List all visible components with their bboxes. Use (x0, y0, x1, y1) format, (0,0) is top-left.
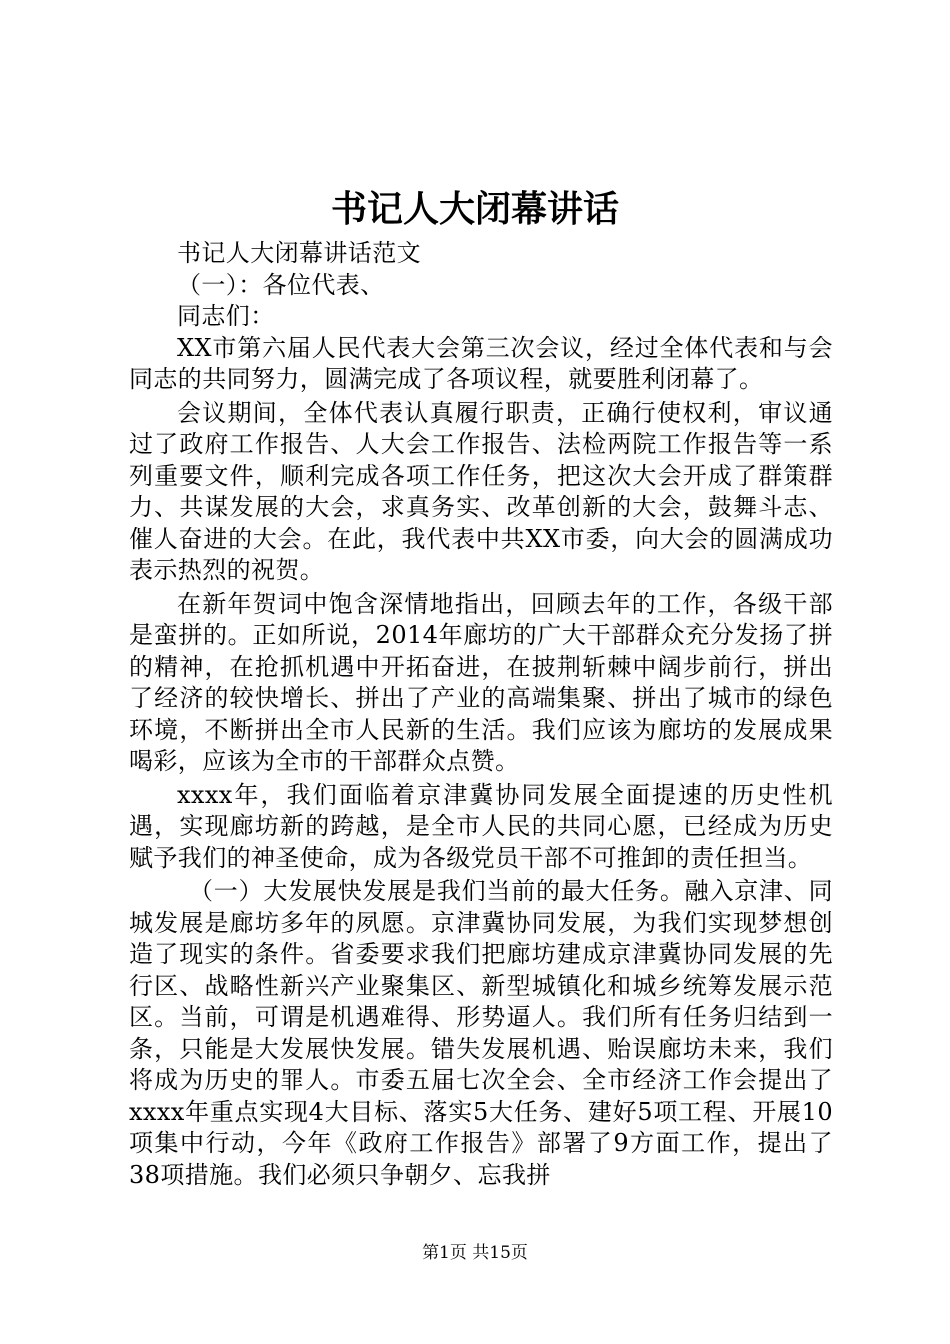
paragraph: XX市第六届人民代表大会第三次会议，经过全体代表和与会同志的共同努力，圆满完成了各项议程，就要胜利闭幕了。 (129, 333, 833, 393)
document-title: 书记人大闭幕讲话 (330, 188, 619, 230)
page-footer: 第1页 共15页 (422, 1243, 528, 1263)
paragraph: （一）大发展快发展是我们当前的最大任务。融入京津、同城发展是廊坊多年的夙愿。京津冀协同发展，为我们实现梦想创造了现实的条件。省委要求我们把廊坊建成京津冀协同发展的先行区、战略性新兴产业聚集区、新型城镇化和城乡统筹发展示范区。当前，可谓是机遇难得、形势逼人。我们所有任务归结到一条，只能是大发展快发展。错失发展机遇、贻误廊坊未来，我们将成为历史的罪人。市委五届七次全会、全市经济工作会提出了xxxx年重点实现4大目标、落实5大任务、建好5项工程、开展10项集中行动，今年《政府工作报告》部署了9方面工作，提出了38项措施。我们必须只争朝夕、忘我拼 (129, 877, 833, 1189)
paragraph: 在新年贺词中饱含深情地指出，回顾去年的工作，各级干部是蛮拼的。正如所说，2014年廊坊的广大干部群众充分发扬了拼的精神，在抢抓机遇中开拓奋进，在披荆斩棘中阔步前行，拼出了经济的较快增长、拼出了产业的高端集聚、拼出了城市的绿色环境，不断拼出全市人民新的生活。我们应该为廊坊的发展成果喝彩，应该为全市的干部群众点赞。 (129, 589, 833, 775)
document-body (129, 238, 833, 1191)
paragraph: xxxx年，我们面临着京津冀协同发展全面提速的历史性机遇，实现廊坊新的跨越，是全市人民的共同心愿，已经成为历史赋予我们的神圣使命，成为各级党员干部不可推卸的责任担当。 (129, 780, 833, 872)
paragraph: 同志们： (177, 302, 275, 330)
paragraph: 会议期间，全体代表认真履行职责，正确行使权利，审议通过了政府工作报告、人大会工作报告、法检两院工作报告等一系列重要文件，顺利完成各项工作任务，把这次大会开成了群策群力、共谋发展的大会，求真务实、改革创新的大会，鼓舞斗志、催人奋进的大会。在此，我代表中共XX市委，向大会的圆满成功表示热烈的祝贺。 (129, 398, 833, 584)
paragraph: 书记人大闭幕讲话范文 (177, 239, 421, 267)
paragraph: （一）：各位代表、 (177, 270, 385, 299)
